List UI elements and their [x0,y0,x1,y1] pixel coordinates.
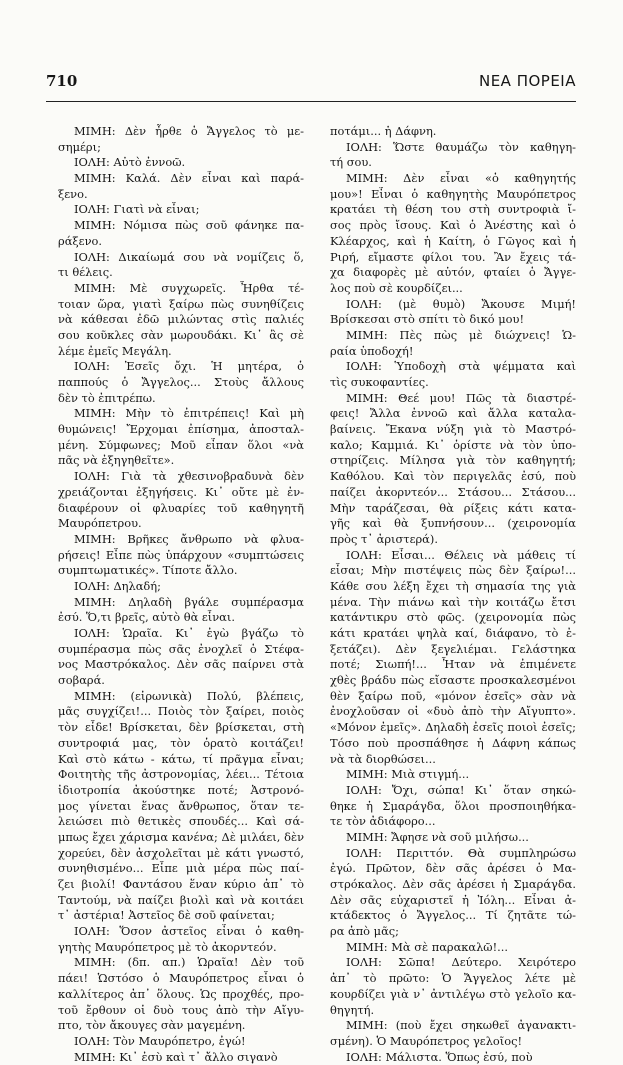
left-column [58,124,304,1065]
text-line: Κλέαρχος, καὶ ἡ Καίτη, ὁ Γῶγος καὶ ἡ [330,233,576,248]
page-number: 710 [46,72,78,90]
text-line: ΜΙΜΗ: Κι᾿ ἐσὺ καὶ τ᾿ ἄλλο σιγανὸ [74,1049,278,1064]
text-line: πτο, τὸν ἄκουγες σὰν μαγεμένη. [58,1018,246,1033]
text-line: ΜΙΜΗ: (εἰρωνικὰ) Πολύ, βλέπεις, [74,688,304,703]
text-line: Ταντούμ, νὰ παίζει βιολὶ καὶ νὰ κοιτάει [58,892,304,907]
text-line: σημέρι; [58,139,101,154]
text-line: ΙΟΛΗ: Περιττόν. Θὰ συμπληρώσω [346,845,576,860]
text-line: Δὲν σᾶς εὐχαριστεῖ ἡ Ἰόλη... Εἶναι ἀ- [330,892,576,907]
text-line: Κάθε σου λέξη ἔχει τὴ σημασία της γιὰ [330,578,576,593]
text-line: ΜΙΜΗ: Δηλαδὴ βγάλε συμπέρασμα [74,594,304,609]
text-line: Ριρή, εἴμαστε φίλοι του. Ἂν ἔχεις τά- [330,249,576,264]
text-line: γῆς καὶ θὰ ξυπνήσουν... (χειρονομία [330,516,576,531]
text-line: ποτάμι... ἡ Δάφνη. [330,124,437,138]
text-line: στρόκαλος. Δὲν σᾶς ἀρέσει ἡ Σμαράγδα. [330,877,576,891]
text-line: Βρίσκεσαι στὸ σπίτι τὸ δικό μου! [330,312,525,327]
text-line: ἐγώ. Πρῶτον, δὲν σᾶς ἀρέσει ὁ Μα- [330,861,576,876]
text-line: πάει! Ὡστόσο ὁ Μαυρόπετρος εἶναι ὁ [58,971,304,986]
text-line: τή σου. [330,155,372,170]
text-line: ΙΟΛΗ: Ἐσεῖς ὄχι. Ἡ μητέρα, ὁ [74,359,304,374]
text-line: ΙΟΛΗ: Ὥστε θαυμάζω τὸν καθηγη- [346,139,576,154]
text-line: ΜΙΜΗ: Δὲν εἶναι «ὁ καθηγητής [346,171,576,186]
text-line: καλλίτερος ἀπ᾿ ὅλους. Ὡς προχθές, προ- [58,986,304,1001]
text-line: ΙΟΛΗ: Εἶσαι... Θέλεις νὰ μάθεις τί [346,547,576,562]
text-line: μένη. Σύμφωνες; Μοῦ εἶπαν ὅλοι «νὰ [58,437,304,452]
text-line: τοιαν ὥρα, γιατὶ ξαίρω πὼς συνηθίζεις [58,296,304,311]
text-line: κάτι κρατάει ψηλὰ καί, διάφανο, τὸ ἐ- [330,626,576,640]
text-line: εἶσαι; Μὴν πιστέψεις πὼς δὲν ξαίρω!... [330,563,576,578]
text-line: μᾶς συγχίζει!... Ποιὸς τὸν ξαίρει, ποιὸς [58,704,304,719]
text-line: ράξενο. [58,233,102,248]
text-line: λειώσει πιὸ θετικὲς σπουδές... Καὶ σά- [58,814,304,829]
page-header [46,72,576,94]
text-line: συντροφιά μας, τὸν ὁρατὸ κοιτάζει! [58,735,304,750]
text-line: πᾶς νὰ ἐξηγηθεῖτε». [58,453,175,468]
text-line: ΜΙΜΗ: Μὴν τὸ ἐπιτρέπεις! Καὶ μὴ [74,406,304,421]
text-line: Μὴν ταράζεσαι, θὰ ρίξεις κάτι κατα- [330,500,576,515]
right-column [330,124,576,1065]
text-line: συμπτωματικές». Τίποτε ἄλλο. [58,563,238,578]
text-line: ρα ἀπὸ μᾶς; [330,924,399,939]
text-line: μένα. Τὴν πιάνω καὶ τὴν κοιτάζω ἔτσι [330,594,576,609]
text-line: τὶς συκοφαντίες. [330,375,429,389]
text-line: ΙΟΛΗ: Τὸν Μαυρόπετρο, ἐγώ! [74,1033,246,1048]
text-line: ΜΙΜΗ: Νόμισα πὼς σοῦ φάνηκε πα- [74,218,304,233]
text-line: λος ποὺ σὲ κουρδίζει... [330,280,463,295]
text-line: ΙΟΛΗ: Δηλαδή; [74,578,161,593]
text-line: παίζει ἀκορντεόν... Στάσου... Στάσου... [330,484,576,499]
text-line: θηγητή. [330,1002,375,1017]
text-line: ΜΙΜΗ: Πὲς πὼς μὲ διώχνεις! Ὡ- [346,327,576,342]
text-line: κτάδεκτος ὁ Ἄγγελος... Τί ζητᾶτε τώ- [330,908,576,923]
text-line: συμπέρασμα πὼς σᾶς ἐνοχλεῖ ὁ Στέφα- [58,641,304,656]
text-line: χθὲς βράδυ πὼς εἴσαστε προσκαλεσμένοι [330,673,576,688]
text-line: μου»! Εἶναι ὁ καθηγητὴς Μαυρόπετρος [330,186,576,201]
text-line: ΙΟΛΗ: Γιὰ τὰ χθεσινοβραδυνὰ δὲν [74,469,304,484]
text-line: Φοιτητὴς τῆς ἀστρονομίας, λέει... Τέτοια [58,767,304,782]
text-line: καλο; Καμμιά. Κι᾿ ὁρίστε νὰ τὸν ὑπο- [330,437,576,452]
text-line: Τόσο ποὺ προσπάθησε ἡ Δάφνη κάπως [330,735,576,750]
text-line: χα διαφορὲς μὲ αὐτόν, φταίει ὁ Ἄγγε- [330,265,576,280]
text-line: ΜΙΜΗ: Μὰ σὲ παρακαλῶ!... [346,939,509,954]
text-line: «Μόνον ἐμεῖς». Δηλαδὴ ἐσεῖς ποιοὶ ἐσεῖς; [330,720,576,735]
text-line: νος Μαστρόκαλος. Δὲν σᾶς παίρνει στὰ [58,657,304,672]
text-line: ἀπ᾿ τὸ πρῶτο: Ὁ Ἄγγελος λέτε μὲ [330,971,576,986]
text-line: ΙΟΛΗ: (μὲ θυμὸ) Ἄκουσε Μιμή! [346,296,576,311]
text-line: ΜΙΜΗ: Μιὰ στιγμή... [346,767,470,782]
text-line: ΜΙΜΗ: (δπ. απ.) Ὡραῖα! Δὲν τοῦ [74,955,304,970]
text-line: ΜΙΜΗ: (ποὺ ἔχει σηκωθεῖ ἀγανακτι- [346,1018,576,1033]
text-line: θηκε ἡ Σμαράγδα, ὅλοι προσποιηθήκα- [330,798,576,813]
text-line: μος γίνεται ἕνας ἄνθρωπος, ὅταν τε- [58,798,304,813]
text-line: κρατάει τὴ θέση του στὴ συντροφιὰ ἴ- [330,202,576,217]
text-line: σος πρὸς ἴσους. Καὶ ὁ Ἀνέστης καὶ ὁ [330,218,576,233]
text-line: ΙΟΛΗ: Γιατὶ νὰ εἶναι; [74,202,200,217]
text-line: ἐσύ. Ὅ,τι βρεῖς, αὐτὸ θὰ εἶναι. [58,610,235,625]
text-line: ΙΟΛΗ: Σῶπα! Δεύτερο. Χειρότερο [346,955,576,970]
text-line: ΜΙΜΗ: Καλά. Δὲν εἶναι καὶ παρά- [74,171,304,186]
text-line: θυμώνεις! Ἔρχομαι ἐπίσημα, ἀποσταλ- [58,422,304,437]
text-line: ρήσεις! Εἶπε πὼς ὑπάρχουν «συμπτώσεις [58,547,304,562]
text-line: τι θέλεις. [58,265,113,280]
text-line: ΙΟΛΗ: Αὐτὸ ἐννοῶ. [74,155,186,170]
text-line: χορεύει, δὲν ἀσχολεῖται μὲ κάτι γνωστό, [58,845,304,860]
text-line: Μαυρόπετρου. [58,516,142,531]
text-line: ΙΟΛΗ: Δικαίωμά σου νὰ νομίζεις ὅ, [74,249,304,264]
text-line: τοῦ ἔρθουν οἱ δυὸ τους ἀπὸ τὴν Αἴγυ- [58,1002,304,1017]
text-line: τε τὸν ἀδιάφορο... [330,814,436,829]
text-line: τὸν εἶδε! Βρίσκεται, δὲν βρίσκεται, στὴ [58,720,304,735]
text-line: θὲν ξαίρω ποῦ, «μόνον ἐσεῖς» σὰν νὰ [330,688,576,703]
text-line: συνηθισμένο... Εἶπε μιὰ μέρα πὼς παί- [58,861,304,876]
text-line: ΙΟΛΗ: Μάλιστα. Ὅπως ἐσύ, ποὺ [346,1049,533,1064]
text-line: σμένη). Ὁ Μαυρόπετρος γελοῖος! [330,1033,523,1048]
text-line: ἐνοχλοῦσαν οἱ «δυὸ ἀπὸ τὴν Αἴγυπτο». [330,704,576,719]
text-line: νὰ τὰ διορθώσει... [330,751,436,766]
text-line: ξετάζει). Δὲν ξεγελιέμαι. Γελάστηκα [330,641,576,656]
text-line: σοβαρά. [58,673,105,688]
text-line: κατάντικρυ στὸ φῶς. (χειρονομία πὼς [330,610,576,625]
text-line: πρὸς τ᾿ ἀριστερά). [330,531,438,546]
text-line: σου κοῦκλες σὰν μωρουδάκι. Κι᾿ ἂς σὲ [58,327,304,342]
text-line: ξενο. [58,186,88,201]
text-line: νὰ κάθεσαι ἐδῶ μιλώντας στὶς παλιές [58,312,304,327]
text-line: κουρδίζει γιὰ ν᾿ ἀντιλέγω στὸ γελοῖο κα- [330,986,576,1001]
text-line: ΜΙΜΗ: Θεέ μου! Πῶς τὰ διαστρέ- [346,390,576,405]
text-line: ἰδιοτροπία ἀκούστηκε ποτέ; Ἀστρονό- [58,782,304,797]
header-rule [46,101,576,102]
text-line: φεις! Ἄλλα ἐννοῶ καὶ ἄλλα καταλα- [330,406,576,421]
text-line: Καθόλου. Καὶ τὸν περιγελᾶς ἐσύ, ποὺ [330,469,576,484]
text-line: ΜΙΜΗ: Βρῆκες ἄνθρωπο νὰ φλυα- [74,531,304,546]
text-line: χρειάζονται ἐξηγήσεις. Κι᾿ οὔτε μὲ ἐν- [58,484,304,499]
text-line: λέμε ἐμεῖς Μεγάλη. [58,343,172,358]
text-line: παππούς ὁ Ἄγγελος... Στοὺς ἄλλους [58,375,304,389]
text-line: βαίνεις. Ἔκανα νύξη γιὰ τὸ Μαστρό- [330,422,576,437]
text-line: ΙΟΛΗ: Ὑποδοχὴ στὰ ψέμματα καὶ [346,359,576,374]
text-line: τ᾿ ἀστέρια! Ἀστεῖος δὲ σοῦ φαίνεται; [58,908,275,923]
text-line: γητὴς Μαυρόπετρος μὲ τὸ ἀκορντεόν. [58,939,277,954]
text-line: ΜΙΜΗ: Μὲ συγχωρεῖς. Ἦρθα τέ- [74,280,304,295]
text-line: ΜΙΜΗ: Δὲν ἦρθε ὁ Ἄγγελος τὸ με- [74,124,304,138]
text-line: ΙΟΛΗ: Ὄχι, σώπα! Κι᾿ ὅταν σηκώ- [346,782,576,797]
text-line: ΙΟΛΗ: Ὅσον ἀστεῖος εἶναι ὁ καθη- [74,924,304,939]
text-line: ΙΟΛΗ: Ὡραῖα. Κι᾿ ἐγὼ βγάζω τὸ [74,626,304,640]
text-line: δὲν τὸ ἐπιτρέπω. [58,390,156,405]
running-title: ΝΕΑ ΠΟΡΕΙΑ [478,72,576,90]
text-line: στηρίζεις. Μίλησα γιὰ τὸν καθηγητή; [330,453,576,468]
text-line: ΜΙΜΗ: Ἄφησε νὰ σοῦ μιλήσω... [346,829,529,844]
text-line: ραία ὑποδοχή! [330,343,414,358]
text-line: ποτέ; Σιωπή!... Ἦταν νὰ ἐπιμένετε [330,657,576,672]
text-line: Καὶ στὸ κάτω - κάτω, τί πρᾶγμα εἶναι; [58,751,304,766]
text-line: ζει βιολί! Φαντάσου ἕναν κύριο ἀπ᾿ τὸ [58,877,304,891]
text-line: διαφέρουν οἱ φλυαρίες τοῦ καθηγητῆ [58,500,304,515]
text-line: μπως ἔχει χάρισμα κανένα; Δὲ μιλάει, δὲν [58,829,304,844]
